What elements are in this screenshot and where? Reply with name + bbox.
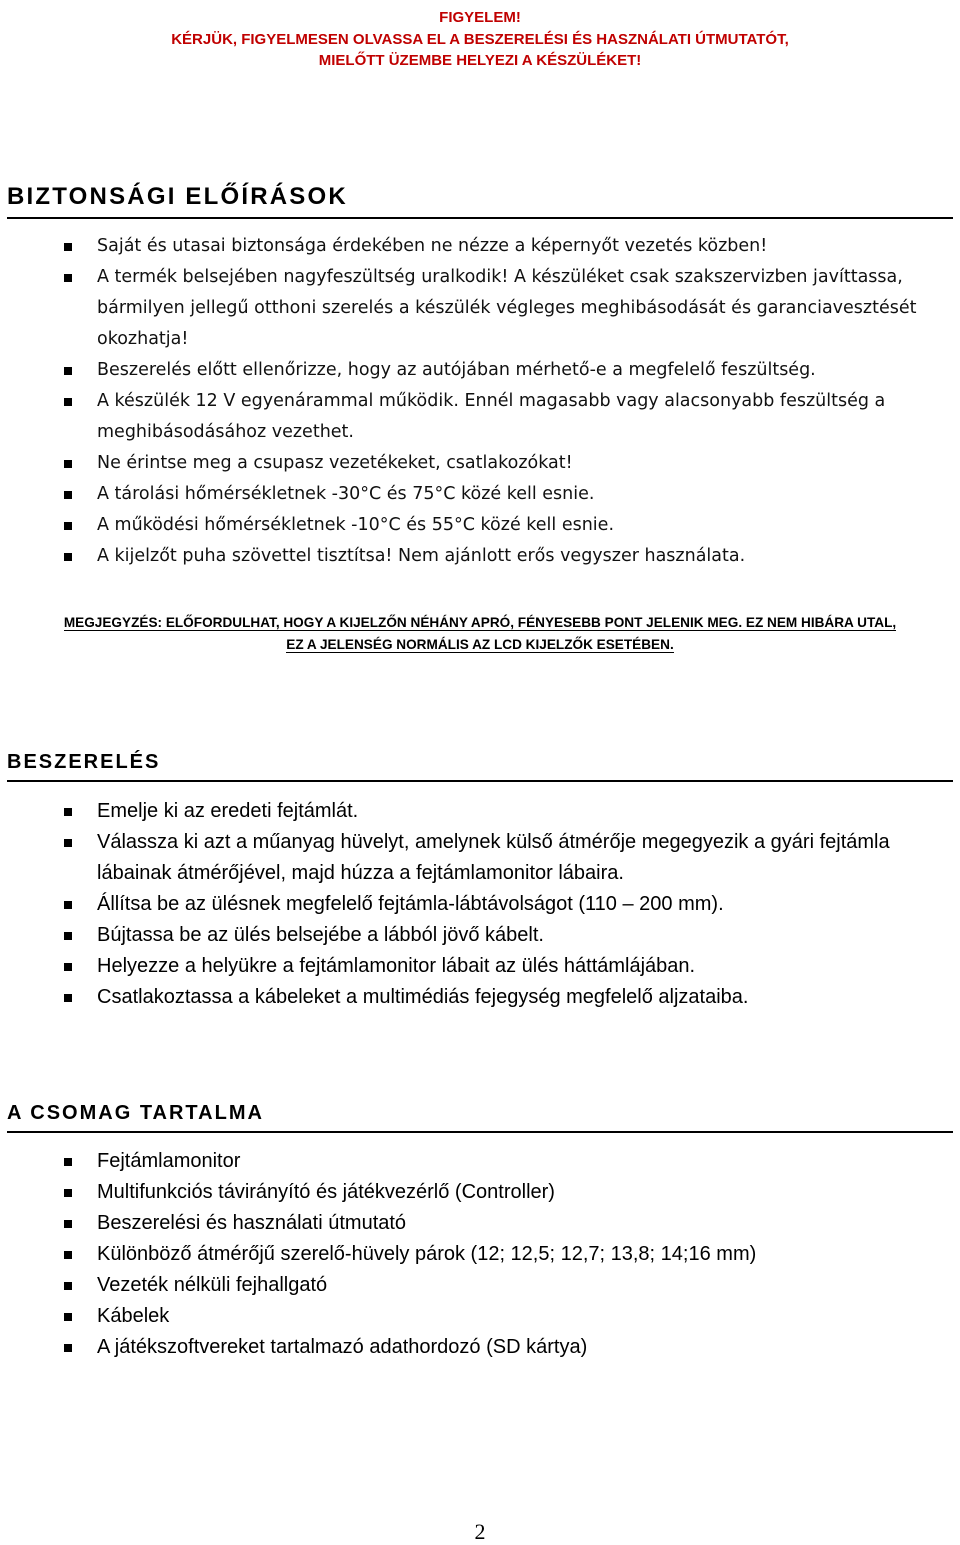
install-list	[0, 796, 960, 1013]
list-item: Beszerelési és használati útmutató	[0, 1208, 960, 1239]
safety-section-title: BIZTONSÁGI ELŐÍRÁSOK	[7, 183, 953, 219]
list-item: Csatlakoztassa a kábeleket a multimédiás fejegység megfelelő aljzataiba.	[0, 982, 960, 1013]
warning-header	[0, 7, 960, 72]
list-item: A kijelzőt puha szövettel tisztítsa! Nem ajánlott erős vegyszer használata.	[0, 541, 960, 572]
note-block	[0, 612, 960, 656]
page-number: 2	[474, 1519, 486, 1544]
package-list	[0, 1146, 960, 1363]
list-item: Ne érintse meg a csupasz vezetékeket, csatlakozókat!	[0, 448, 960, 479]
safety-list	[0, 231, 960, 572]
list-item: Állítsa be az ülésnek megfelelő fejtámla-lábtávolságot (110 – 200 mm).	[0, 889, 960, 920]
list-item: Helyezze a helyükre a fejtámlamonitor lábait az ülés háttámlájában.	[0, 951, 960, 982]
list-item: Különböző átmérőjű szerelő-hüvely párok (12; 12,5; 12,7; 13,8; 14;16 mm)	[0, 1239, 960, 1270]
list-item: Kábelek	[0, 1301, 960, 1332]
warning-title: FIGYELEM!	[439, 9, 521, 26]
list-item: Válassza ki azt a műanyag hüvelyt, amelynek külső átmérője megegyezik a gyári fejtámla lábainak átmérőjével, majd húzza a fejtámlamonitor lábaira.	[0, 827, 960, 889]
warning-line: MIELŐTT ÜZEMBE HELYEZI A KÉSZÜLÉKET!	[318, 52, 642, 69]
list-item: Emelje ki az eredeti fejtámlát.	[0, 796, 960, 827]
list-item: A termék belsejében nagyfeszültség uralkodik! A készüléket csak szakszervizben javíttassa, bármilyen jellegű otthoni szerelés a készülék végleges meghibásodását és garanciavesztését okozhatja!	[0, 262, 960, 355]
note-text: MEGJEGYZÉS: ELŐFORDULHAT, HOGY A KIJELZŐN NÉHÁNY APRÓ, FÉNYESEBB PONT JELENIK MEG. EZ NEM HIBÁRA UTAL,	[63, 615, 897, 630]
package-section-title: A CSOMAG TARTALMA	[7, 1101, 953, 1133]
list-item: A készülék 12 V egyenárammal működik. Ennél magasabb vagy alacsonyabb feszültség a meghibásodásához vezethet.	[0, 386, 960, 448]
list-item: Fejtámlamonitor	[0, 1146, 960, 1177]
list-item: A tárolási hőmérsékletnek -30°C és 75°C közé kell esnie.	[0, 479, 960, 510]
list-item: Beszerelés előtt ellenőrizze, hogy az autójában mérhető-e a megfelelő feszültség.	[0, 355, 960, 386]
list-item: Multifunkciós távirányító és játékvezérlő (Controller)	[0, 1177, 960, 1208]
list-item: Vezeték nélküli fejhallgató	[0, 1270, 960, 1301]
list-item: A működési hőmérsékletnek -10°C és 55°C közé kell esnie.	[0, 510, 960, 541]
note-text: EZ A JELENSÉG NORMÁLIS AZ LCD KIJELZŐK ESETÉBEN.	[286, 637, 674, 652]
list-item: Bújtassa be az ülés belsejébe a lábból jövő kábelt.	[0, 920, 960, 951]
warning-line: KÉRJÜK, FIGYELMESEN OLVASSA EL A BESZERELÉSI ÉS HASZNÁLATI ÚTMUTATÓT,	[171, 30, 789, 48]
list-item: A játékszoftvereket tartalmazó adathordozó (SD kártya)	[0, 1332, 960, 1363]
install-section-title: BESZERELÉS	[7, 750, 953, 782]
list-item: Saját és utasai biztonsága érdekében ne nézze a képernyőt vezetés közben!	[0, 231, 960, 262]
